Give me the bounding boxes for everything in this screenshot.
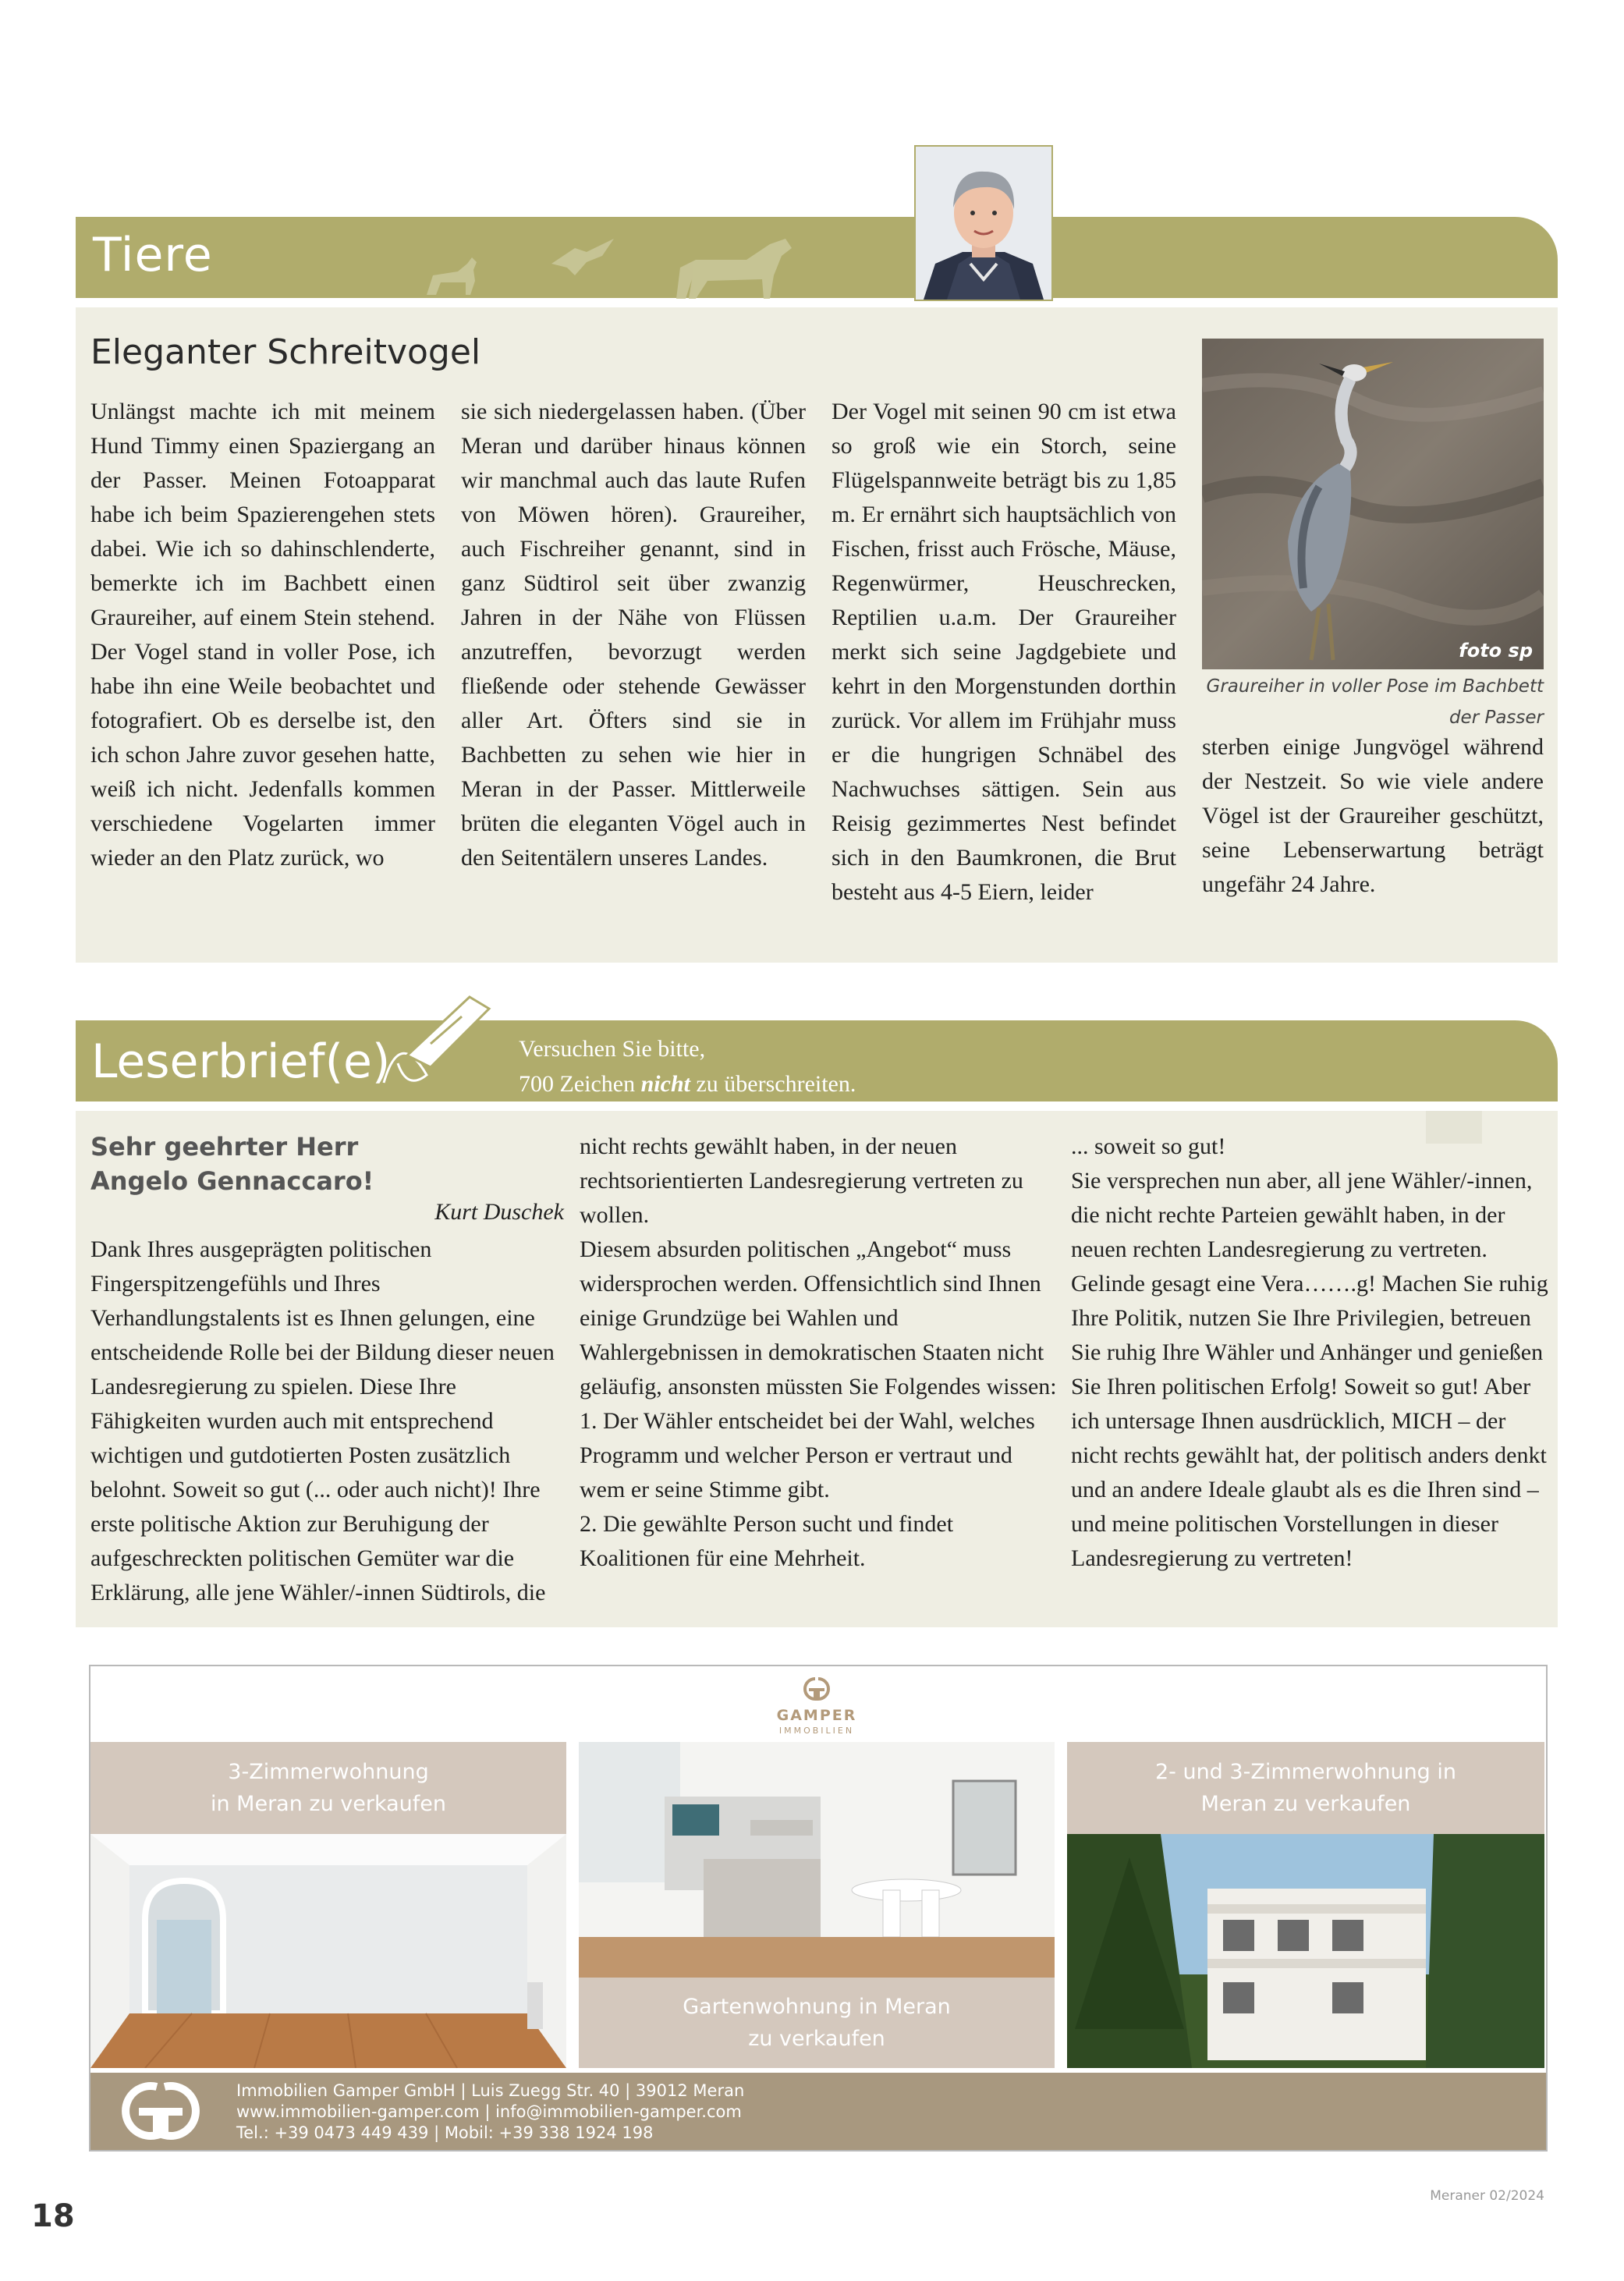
photo-credit: foto sp (1459, 640, 1533, 662)
letter-subject (90, 1130, 374, 1198)
note-text: 700 Zeichen (519, 1071, 641, 1097)
heron-photo (1202, 339, 1544, 669)
subject-line: Sehr geehrter Herr (90, 1132, 359, 1162)
article-column-3 (832, 395, 1176, 910)
letter-column-2 (580, 1130, 1062, 1576)
page-number: 18 (31, 2198, 75, 2234)
letter-text: nicht rechts gewählt haben, in der neuen rechtsorientierten Landesregierung vertreten zu wollen. (580, 1133, 1023, 1228)
article-text: sterben einige Jungvögel während der Nestzeit. So wie viele andere Vögel ist der Graureiher geschützt, seine Lebenserwartung beträgt ungefähr 24 Jahre. (1202, 734, 1544, 897)
note-emphasis: nicht (640, 1071, 690, 1097)
listing-title: Gartenwohnung in Meran (683, 1995, 951, 2019)
listing-title: 2- und 3-Zimmerwohnung in (1154, 1760, 1457, 1784)
article-text: sie sich niedergelassen haben. (Über Meran und darüber hinaus können wir manchmal auch das laute Rufen von Möwen hören). Graureiher, auch Fischreiher genannt, sind in ganz Südtirol seit über zwanzig Jahren in der Nähe von Flüssen anzutreffen, bevorzugt werden fließende oder stehende Gewässer aller Art. Öfters sind sie in Bachbetten zu sehen wie hier in Meran in der Passer. Mittlerweile brüten die eleganten Vögel auch in den Seitentälern unseres Landes. (461, 399, 806, 871)
author-portrait (914, 145, 1053, 301)
real-estate-ad[interactable] (89, 1665, 1548, 2152)
ad-contact-info (236, 2081, 744, 2144)
article-text: Der Vogel mit seinen 90 cm ist etwa so groß wie ein Storch, seine Flügelspannweite beträgt bis zu 1,85 m. Er ernährt sich hauptsächlich von Fischen, frisst auch Frösche, Mäuse, Regenwürmer, Heuschrecken, Reptilien u.a.m. Der Graureiher merkt sich seine Jagdgebiete und kehrt in den Morgenstunden dorthin zurück. Vor allem im Frühjahr muss er die hungrigen Schnäbel des Nachwuchses sättigen. Sein aus Reisig gezimmertes Nest befindet sich in den Baumkronen, die Brut besteht aus 4-5 Eiern, leider (832, 399, 1176, 905)
listing-photo-building[interactable] (1067, 1834, 1544, 2068)
leserbrief-panel (76, 1111, 1558, 1627)
article-text: Unlängst machte ich mit meinem Hund Timmy einen Spaziergang an der Passer. Meinen Fotoapparat habe ich beim Spazierengehen stets dabei. Wie ich so dahinschlenderte, bemerkte ich im Bachbett einen Graureiher, auf einem Stein stehend. Der Vogel stand in voller Pose, ich habe ihn eine Weile beobachtet und fotografiert. Ob es derselbe ist, den ich schon Jahre zuvor gesehen hatte, weiß ich nicht. Jedenfalls kommen verschiedene Vogelarten immer wieder an den Platz zurück, wo (90, 399, 435, 871)
tiere-header-bar (76, 217, 1558, 298)
contact-web-email[interactable]: www.immobilien-gamper.com | info@immobilien-gamper.com (236, 2102, 742, 2121)
ad-footer (90, 2073, 1546, 2150)
fountain-pen-icon (353, 981, 509, 1098)
listing-title: Meran zu verkaufen (1200, 1792, 1411, 1816)
listing-label-2[interactable] (579, 1978, 1055, 2068)
article-column-4 (1202, 730, 1544, 902)
listing-label-3[interactable] (1067, 1742, 1544, 1834)
ad-brand-name: GAMPER (776, 1707, 857, 1724)
article-title: Eleganter Schreitvogel (90, 332, 481, 372)
article-column-1 (90, 395, 435, 875)
listing-label-1[interactable] (90, 1742, 566, 1834)
listing-title: 3-Zimmerwohnung (228, 1760, 429, 1784)
animal-silhouettes-icon (419, 232, 871, 303)
letter-text: Sie versprechen nun aber, all jene Wähler/-innen, die nicht rechte Parteien gewählt haben, in der neuen rechten Landesregierung zu vertreten. Gelinde gesagt eine Vera…….g! Machen Sie ruhig Ihre Politik, nutzen Sie Ihre Privilegien, betreuen Sie ruhig Ihre Wähler und Anhänger und genießen Sie Ihren politischen Erfolg! Soweit so gut! Aber ich untersage Ihnen ausdrücklich, MICH – der nicht rechts gewählt hat, der politisch anders denkt und an andere Ideale glaubt als es die Ihren sind – und meine politischen Vorstellungen in dieser Landesregierung zu vertreten! (1071, 1168, 1548, 1571)
letter-column-3 (1071, 1130, 1548, 1576)
section-title-leserbrief: Leserbrief(e) (91, 1034, 391, 1089)
photo-caption: Graureiher in voller Pose im Bachbett der Passer (1206, 676, 1544, 728)
listing-photo-empty-room[interactable] (90, 1834, 566, 2068)
letter-text: Dank Ihres ausgeprägten politischen Fingerspitzengefühls und Ihres Verhandlungstalents ist es Ihnen gelungen, eine entscheidende Rolle bei der Bildung dieser neuen Landesregierung zu spielen. Diese Ihre Fähigkeiten wurden auch mit entsprechend wichtigen und gutdotierten Posten zusätzlich belohnt. Soweit so gut (... oder auch nicht)! Ihre erste politische Aktion zur Beruhigung der aufgeschreckten politischen Gemüter war die Erklärung, alle jene Wähler/-innen Südtirols, die (90, 1236, 555, 1605)
letter-text: 2. Die gewählte Person sucht und findet Koalitionen für eine Mehrheit. (580, 1511, 954, 1571)
subject-line: Angelo Gennaccaro! (90, 1166, 374, 1196)
article-column-2 (461, 395, 806, 875)
note-line (519, 1066, 856, 1101)
listing-photo-kitchen[interactable] (579, 1742, 1055, 1978)
issue-label: Meraner 02/2024 (1430, 2188, 1544, 2204)
letter-text: Diesem absurden politischen „Angebot“ muss widersprochen werden. Offensichtlich sind Ihnen einige Grundzüge bei Wahlen und Wahlergebnissen in demokratischen Staaten nicht geläufig, ansonsten müssten Sie Folgendes wissen: (580, 1236, 1057, 1399)
note-text: zu überschreiten. (690, 1071, 856, 1097)
gamper-footer-logo-icon (98, 2079, 223, 2143)
character-limit-note (519, 1031, 856, 1101)
gamper-logo-icon (770, 1676, 863, 1706)
letter-text: 1. Der Wähler entscheidet bei der Wahl, welches Programm und welcher Person er vertraut und wem er seine Stimme gibt. (580, 1408, 1035, 1502)
letter-author: Kurt Duschek (434, 1199, 564, 1225)
leserbrief-header-bar (76, 1020, 1558, 1101)
contact-phone[interactable]: Tel.: +39 0473 449 439 | Mobil: +39 338 1924 198 (236, 2123, 654, 2142)
section-title-tiere: Tiere (93, 228, 213, 282)
ad-brand-subtitle: IMMOBILIEN (778, 1726, 855, 1736)
panel-corner-block (1426, 1111, 1482, 1144)
listing-title: zu verkaufen (748, 2027, 885, 2051)
note-line: Versuchen Sie bitte, (519, 1036, 706, 1062)
letter-text: ... soweit so gut! (1071, 1133, 1226, 1159)
listing-title: in Meran zu verkaufen (210, 1792, 447, 1816)
contact-address: Immobilien Gamper GmbH | Luis Zuegg Str. 40 | 39012 Meran (236, 2081, 745, 2100)
letter-column-1 (90, 1233, 573, 1610)
